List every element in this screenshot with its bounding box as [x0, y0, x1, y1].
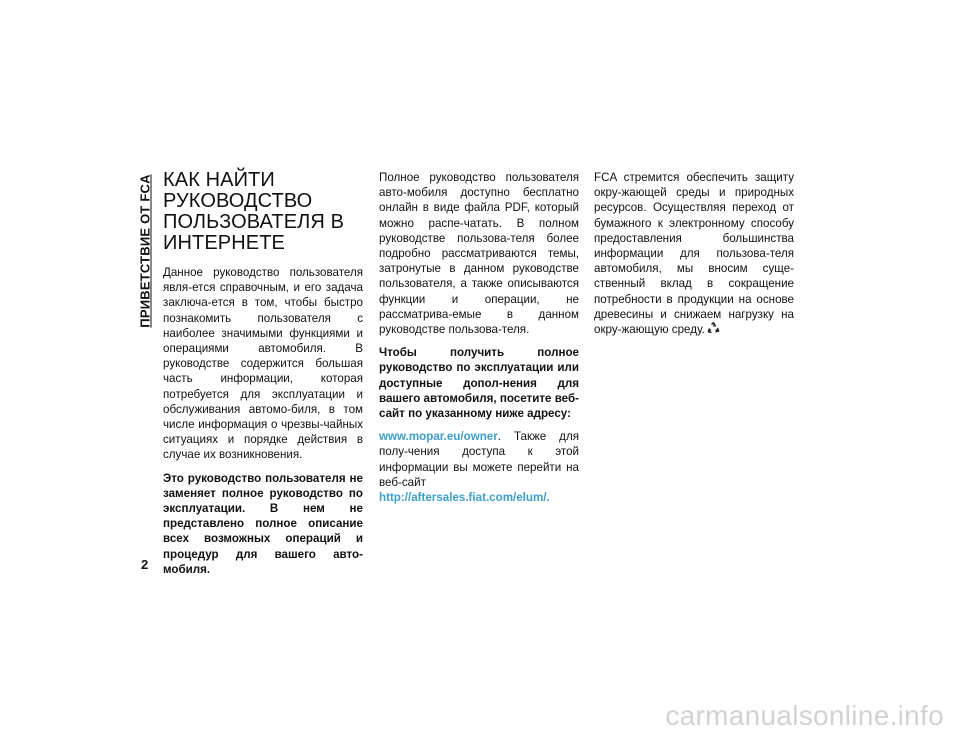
watermark: carmanualsonline.info [665, 700, 944, 731]
links-connector-text: . Также для полу-чения доступа к этой информации вы можете перейти на веб-сайт [379, 430, 579, 489]
section-side-tab [138, 176, 152, 326]
links-paragraph [379, 429, 579, 505]
environment-paragraph [594, 170, 794, 337]
column-1 [163, 170, 363, 585]
website-instructions: Чтобы получить полное руководство по эксплуатации или доступные допол-нения для вашего автомобиля, посетите веб-сайт по указанному ниже адресу: [379, 346, 579, 421]
section-side-tab-label: ПРИВЕТСТВИЕ ОТ FCA [137, 174, 153, 328]
intro-paragraph: Данное руководство пользователя явля-ется справочным, и его задача заключа-ется в том, чтобы быстро познакомить пользователя с наиболее значимыми функциями и операциями автомобиля. В руководстве содержится большая часть информации, которая потребуется для эксплуатации и обслуживания автомо-биля, в том числе информация о чрезвы-чайных ситуациях и порядке действия в случае их возникновения. [163, 266, 363, 462]
full-manual-paragraph: Полное руководство пользователя авто-мобиля доступно бесплатно онлайн в виде файла PDF, который можно распе-чатать. В полном руководстве пользова-теля более подробно рассматриваются темы, затронутые в данном руководстве пользователя, а также описываются функции и операции, не рассматрива-емые в данном руководстве пользова-теля. [379, 171, 579, 337]
page-number: 2 [141, 557, 149, 572]
page-title: КАК НАЙТИ РУКОВОДСТВО ПОЛЬЗОВАТЕЛЯ В ИНТЕРНЕТЕ [163, 169, 345, 254]
column-3 [594, 170, 794, 345]
environment-text: FCA стремится обеспечить защиту окру-жающей среды и природных ресурсов. Осуществляя переход от бумажного к электронному способу предоставления большинства информации для пользова-теля автомобиля, мы вносим суще-ственный вклад в сокращение потребности в продукции на основе древесины и снижаем нагрузку на окру-жающую среду. [594, 171, 794, 337]
mopar-owner-link[interactable]: www.mopar.eu/owner [379, 430, 498, 444]
recycle-icon [707, 322, 720, 335]
column-2 [379, 170, 579, 513]
aftersales-elum-link[interactable]: http://aftersales.fiat.com/elum/. [379, 491, 550, 505]
warning-paragraph: Это руководство пользователя не заменяет полное руководство по эксплуатации. В нем не представлено полное описание всех возможных операций и процедур для вашего авто-мобиля. [163, 471, 363, 576]
